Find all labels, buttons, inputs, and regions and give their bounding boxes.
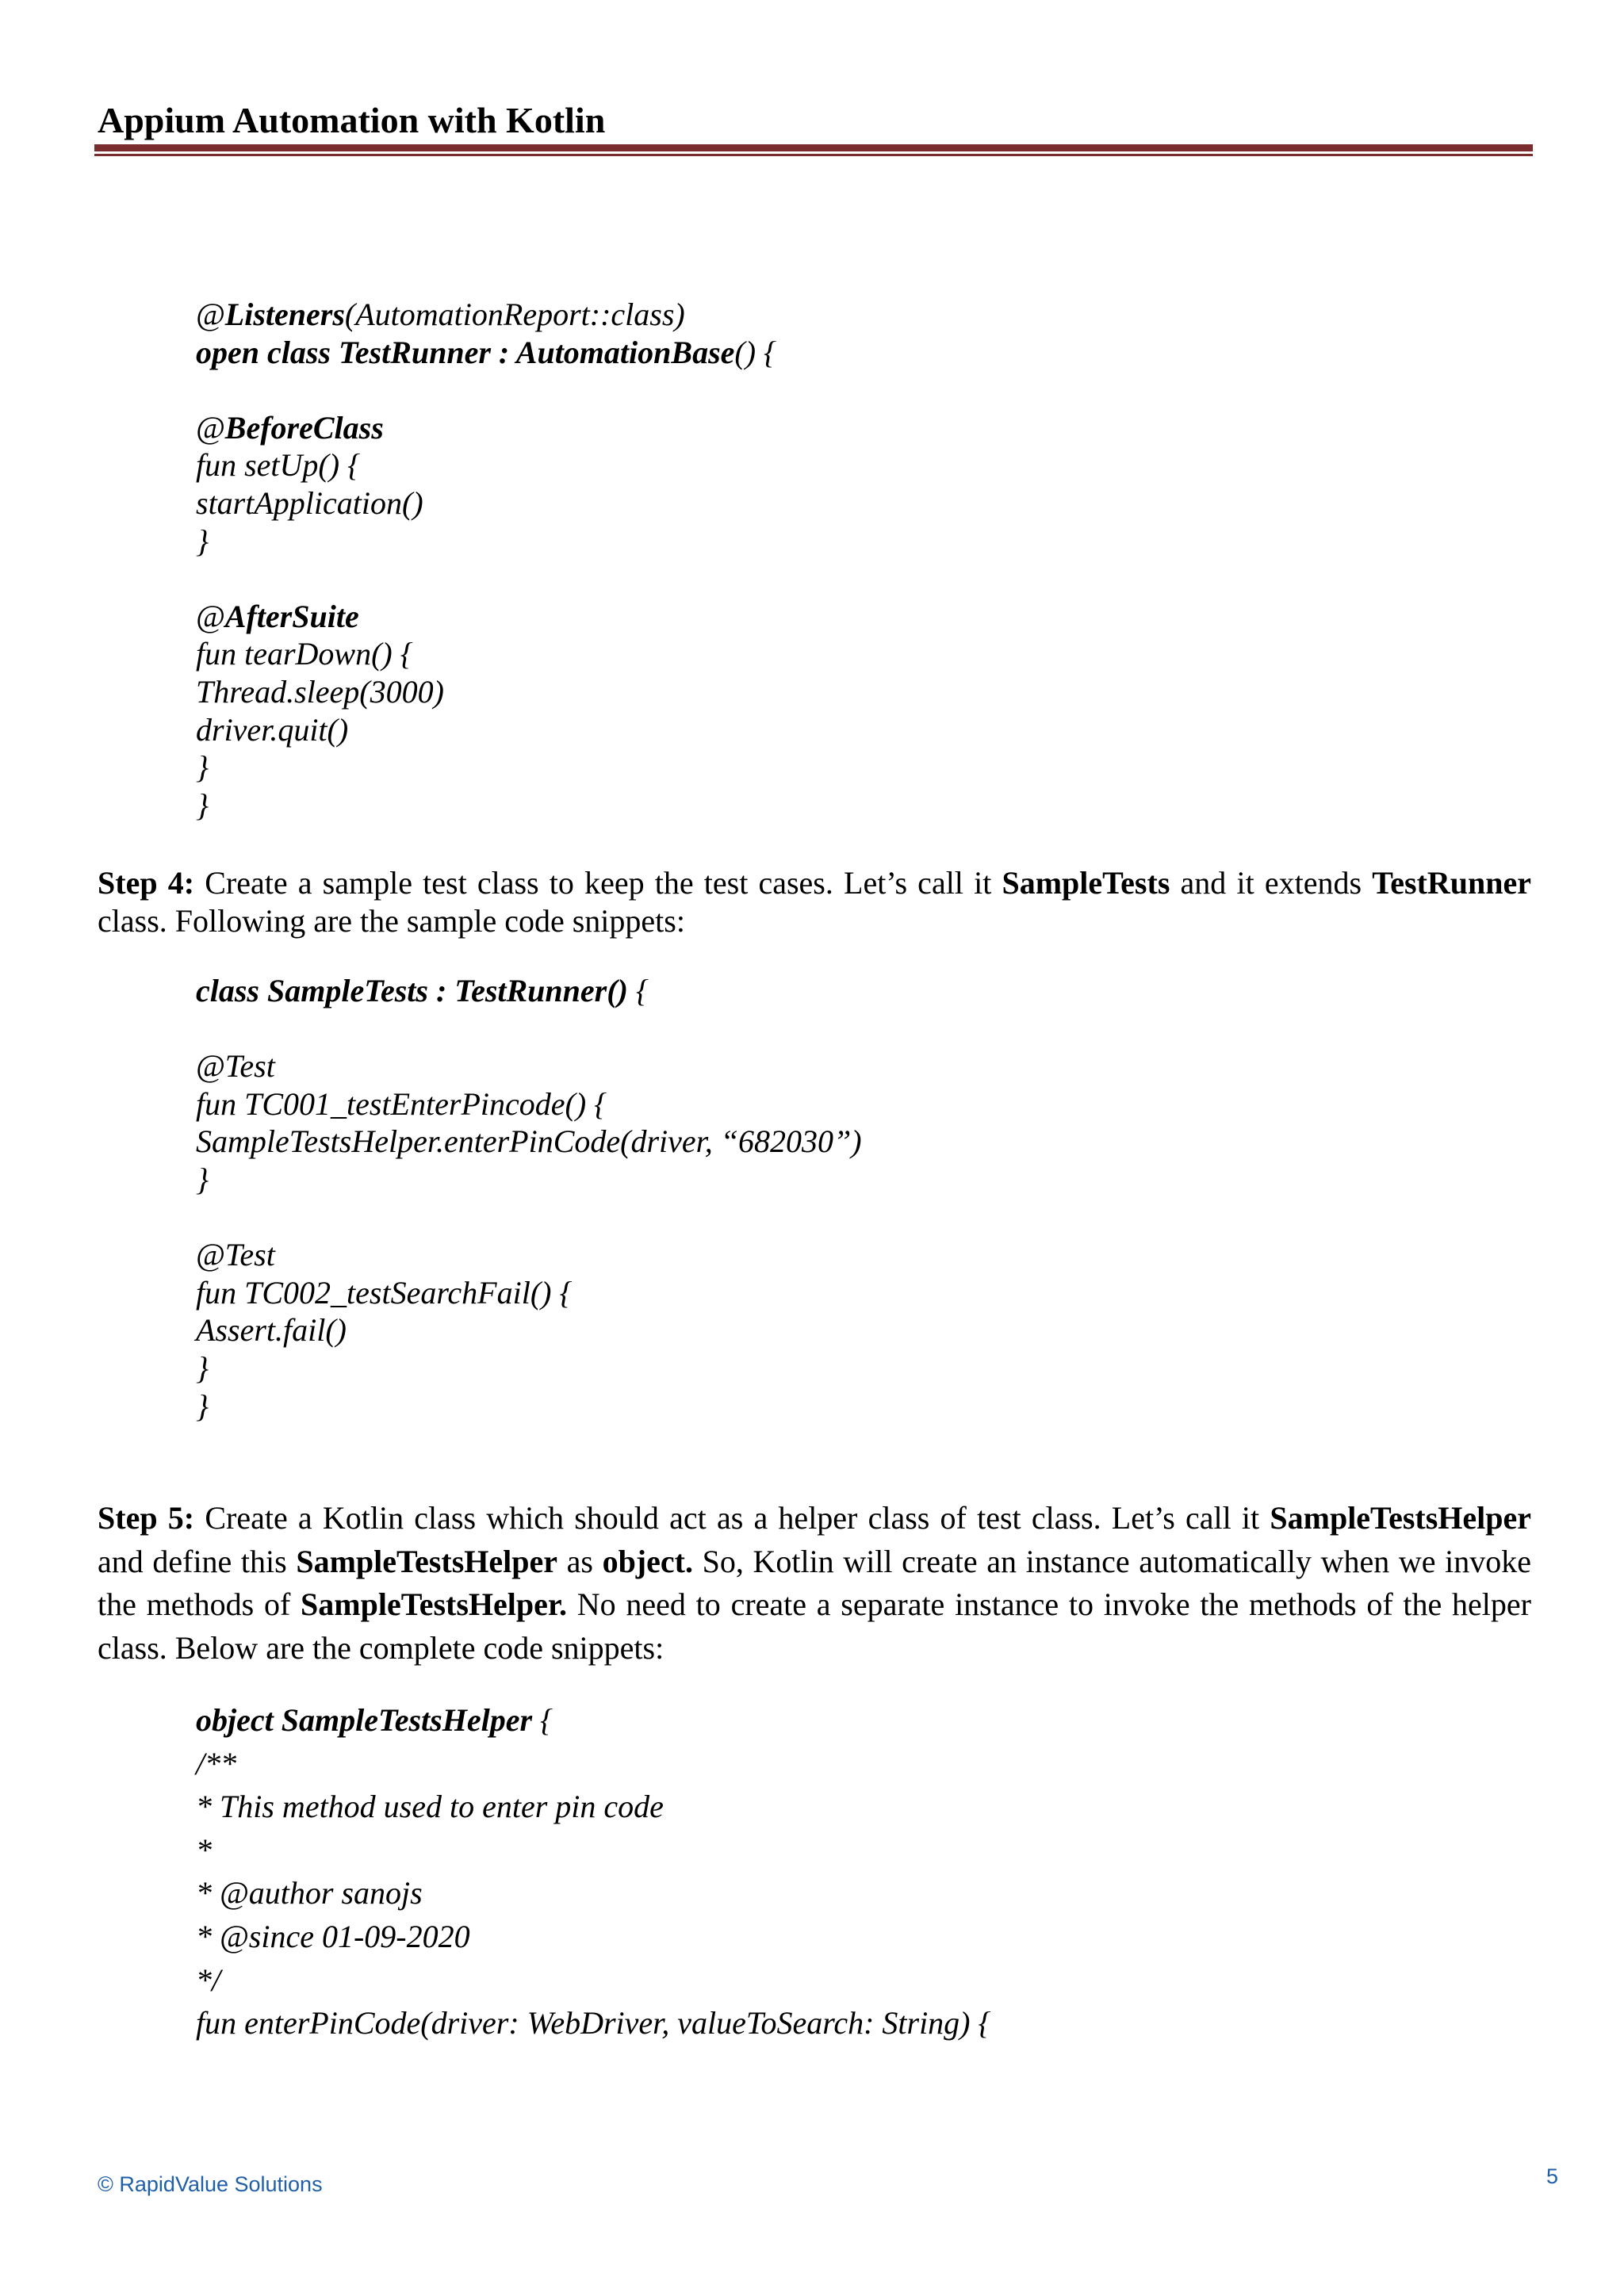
code-text: */ [196,1961,221,1998]
code-line [196,972,1465,1010]
code-line [196,1349,1465,1387]
code-block-sample-tests [196,972,1465,1425]
code-text: (AutomationReport::class) [344,297,685,332]
header-rule-thin [94,154,1533,156]
code-keyword: open class TestRunner : AutomationBase [196,334,735,370]
code-line [196,1199,1465,1237]
code-line [196,1047,1465,1085]
code-text: Thread.sleep(3000) [196,673,444,710]
code-line [196,1236,1465,1274]
code-text: () { [734,334,777,370]
code-text: @ [196,409,225,446]
code-text: Assert.fail() [196,1312,347,1349]
code-text: * @since 01-09-2020 [196,1918,470,1954]
code-line [196,334,1465,372]
code-text: * [196,1831,212,1868]
step-5-bold-helper-1: SampleTestsHelper [1270,1500,1532,1536]
code-line [196,748,1465,786]
step-5-text-1: Create a Kotlin class which should act as a helper class of test class. Let’s call it [194,1500,1270,1536]
code-text: fun TC002_testSearchFail() { [196,1274,573,1311]
step-4-bold-testrunner: TestRunner [1372,865,1532,901]
code-block-test-runner [196,296,1465,824]
code-line [196,296,1465,334]
code-line [196,1274,1465,1312]
code-text: } [196,749,209,786]
code-line [196,446,1465,484]
step-5-bold-object: object. [602,1543,693,1579]
code-line [196,560,1465,598]
code-text: fun tearDown() { [196,636,413,672]
code-line [196,1743,1465,1786]
code-line [196,1387,1465,1425]
page-header-title: Appium Automation with Kotlin [98,100,606,140]
code-keyword: Listeners [224,297,345,332]
code-line [196,1785,1465,1829]
code-text: { [627,973,649,1008]
code-line [196,1311,1465,1349]
code-line [196,1959,1465,2003]
code-text: } [196,522,209,559]
code-keyword: BeforeClass [224,409,384,446]
code-line [196,1915,1465,1959]
code-text: * This method used to enter pin code [196,1789,664,1825]
step-5-bold-helper-3: SampleTestsHelper. [301,1586,567,1623]
code-text: SampleTestsHelper.enterPinCode(driver, “682030”) [196,1123,862,1160]
code-text: { [532,1702,553,1738]
code-line [196,786,1465,825]
step-4-paragraph [98,864,1531,940]
code-line [196,711,1465,749]
step-5-text-3: as [557,1543,603,1579]
footer-page-number: 5 [1546,2164,1559,2188]
code-text: @ [196,598,225,634]
step-4-label: Step 4: [98,865,195,901]
step-4-text-1: Create a sample test class to keep the test cases. Let’s call it [194,865,1002,901]
step-4-text-2: and it extends [1170,865,1373,901]
code-keyword: object SampleTestsHelper [196,1702,533,1738]
code-text: fun enterPinCode(driver: WebDriver, valueToSearch: String) { [196,2005,991,2042]
code-line [196,635,1465,673]
code-line [196,1829,1465,1873]
code-text: @Test [196,1048,275,1085]
step-4-text-3: class. Following are the sample code snippets: [98,903,685,939]
header-rule-thick [94,144,1533,151]
code-line [196,484,1465,522]
step-5-text-5: No need to create a separate instance to invoke the methods of the helper class. Below are the complete code snippets: [98,1586,1531,1666]
step-5-label: Step 5: [98,1500,195,1536]
code-text: } [196,786,209,823]
code-keyword: AfterSuite [224,598,359,634]
step-4-bold-sampletests: SampleTests [1002,865,1170,901]
code-text: fun TC001_testEnterPincode() { [196,1085,607,1122]
step-5-text-2: and define this [98,1543,297,1579]
code-line [196,673,1465,711]
code-text: } [196,1161,209,1197]
step-5-bold-helper-2: SampleTestsHelper [296,1543,557,1579]
code-line [196,1123,1465,1161]
step-5-text-4: So, Kotlin will create an instance automatically when we invoke the methods of [98,1543,1531,1623]
code-text: driver.quit() [196,711,349,748]
code-line [196,371,1465,409]
code-text: /** [196,1745,237,1781]
code-keyword: class SampleTests : TestRunner() [196,973,628,1008]
code-block-helper [196,1699,1465,2045]
code-text: @ [196,297,225,332]
code-line [196,598,1465,636]
code-text: } [196,1387,209,1424]
step-5-paragraph [98,1497,1531,1670]
code-line [196,1161,1465,1199]
code-line [196,1699,1465,1743]
code-line [196,2002,1465,2045]
code-text: * @author sanojs [196,1875,423,1911]
code-line [196,522,1465,561]
code-text: } [196,1349,209,1386]
code-line [196,409,1465,447]
code-text: startApplication() [196,484,423,521]
code-line [196,1872,1465,1915]
footer-copyright: © RapidValue Solutions [98,2172,323,2196]
code-line [196,1085,1465,1123]
code-text: fun setUp() { [196,447,361,484]
code-text: @Test [196,1237,275,1273]
code-line [196,1010,1465,1048]
